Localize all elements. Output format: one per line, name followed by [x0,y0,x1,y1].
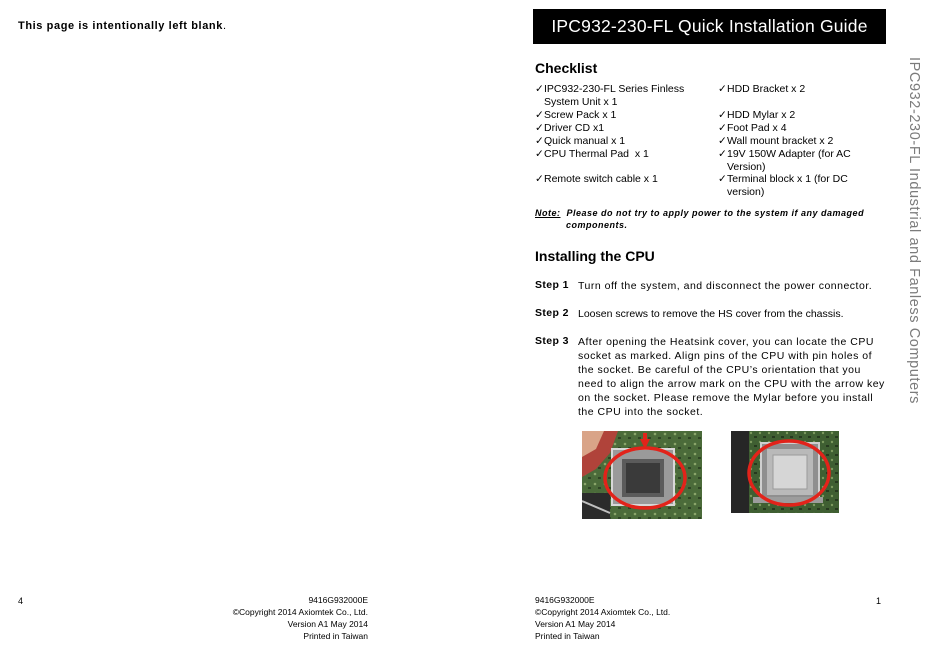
blank-page-period: . [222,20,227,32]
step-3-line: the CPU into the socket. [578,406,704,418]
step-1-label: Step 1 [535,279,569,291]
note-text-cont: components. [566,220,628,230]
checklist-item [718,122,787,135]
checklist-item-label: HDD Bracket x 2 [727,83,806,95]
checklist-item-label: CPU Thermal Pad x 1 [544,148,649,160]
check-mark-icon: ✓ [718,135,727,147]
checklist-item-label-cont: version) [727,186,765,198]
note-label: Note: [535,208,561,218]
checklist-item [535,148,649,161]
right-footer [535,594,670,642]
checklist-item [535,173,658,186]
checklist-item-label: Terminal block x 1 (for DC [727,173,848,185]
step-3-text [578,335,890,419]
left-footer-copyright: ©Copyright 2014 Axiomtek Co., Ltd. [232,607,368,617]
checklist-item-label: Quick manual x 1 [544,135,626,147]
step-1-text: Turn off the system, and disconnect the power connector. [578,280,873,292]
checklist-item-label: IPC932-230-FL Series Finless [544,83,685,95]
checklist-item [535,135,625,148]
check-mark-icon: ✓ [535,135,544,147]
check-mark-icon: ✓ [535,173,544,185]
step-3-line: the socket. Be careful of the CPU’s orientation that you [578,364,861,376]
right-footer-version: Version A1 May 2014 [535,619,616,629]
left-page-number: 4 [18,596,24,606]
checklist-item-label: Screw Pack x 1 [544,109,617,121]
left-footer-printed: Printed in Taiwan [303,631,368,641]
check-mark-icon: ✓ [535,83,544,95]
check-mark-icon: ✓ [718,83,727,95]
check-mark-icon: ✓ [718,109,727,121]
checklist-item-label: Driver CD x1 [544,122,605,134]
step-3-line: need to align the arrow mark on the CPU with the arrow key [578,378,885,390]
right-footer-doc-code: 9416G932000E [535,595,595,605]
damage-warning-note [535,207,885,231]
cpu-socket-open-photo [582,431,702,519]
step-3-line: socket as marked. Align pins of the CPU with pin holes of [578,350,873,362]
installing-cpu-heading: Installing the CPU [535,248,655,264]
checklist-heading: Checklist [535,60,598,76]
right-footer-printed: Printed in Taiwan [535,631,600,641]
check-mark-icon: ✓ [718,148,727,160]
check-mark-icon: ✓ [535,148,544,160]
checklist-item [718,109,795,122]
check-mark-icon: ✓ [718,122,727,134]
left-footer-doc-code: 9416G932000E [308,595,368,605]
guide-title-bar: IPC932-230-FL Quick Installation Guide [533,9,886,44]
checklist-item-label: Foot Pad x 4 [727,122,787,134]
checklist-item [718,135,833,148]
checklist-item-label: Wall mount bracket x 2 [727,135,834,147]
checklist-item-label: HDD Mylar x 2 [727,109,796,121]
side-title-text: IPC932-230-FL Industrial and Fanless Computers [906,57,922,405]
checklist-item-label-cont: System Unit x 1 [544,96,618,108]
vertical-side-title [906,57,936,437]
checklist-item-label-cont: Version) [727,161,766,173]
step-2-text: Loosen screws to remove the HS cover from the chassis. [578,308,844,320]
checklist-item [535,122,604,135]
checklist-item [718,148,878,174]
blank-page-text: This page is intentionally left blank [18,20,223,32]
checklist-item-label: Remote switch cable x 1 [544,173,658,185]
left-footer-version: Version A1 May 2014 [287,619,368,629]
checklist-item [535,83,715,109]
left-footer [200,594,368,642]
checklist-item [718,173,878,199]
note-text: Please do not try to apply power to the system if any damaged [566,208,865,218]
checklist-item [535,109,616,122]
right-page-number: 1 [876,596,882,606]
blank-page-notice [18,20,227,32]
check-mark-icon: ✓ [718,173,727,185]
step-3-line: on the socket. Please remove the Mylar before you install [578,392,874,404]
step-2-label: Step 2 [535,307,569,319]
cpu-installed-photo [731,431,839,513]
checklist-item [718,83,805,96]
check-mark-icon: ✓ [535,109,544,121]
step-3-label: Step 3 [535,335,569,347]
right-footer-copyright: ©Copyright 2014 Axiomtek Co., Ltd. [535,607,671,617]
step-3-line: After opening the Heatsink cover, you can locate the CPU [578,336,874,348]
checklist-item-label: 19V 150W Adapter (for AC [727,148,851,160]
check-mark-icon: ✓ [535,122,544,134]
